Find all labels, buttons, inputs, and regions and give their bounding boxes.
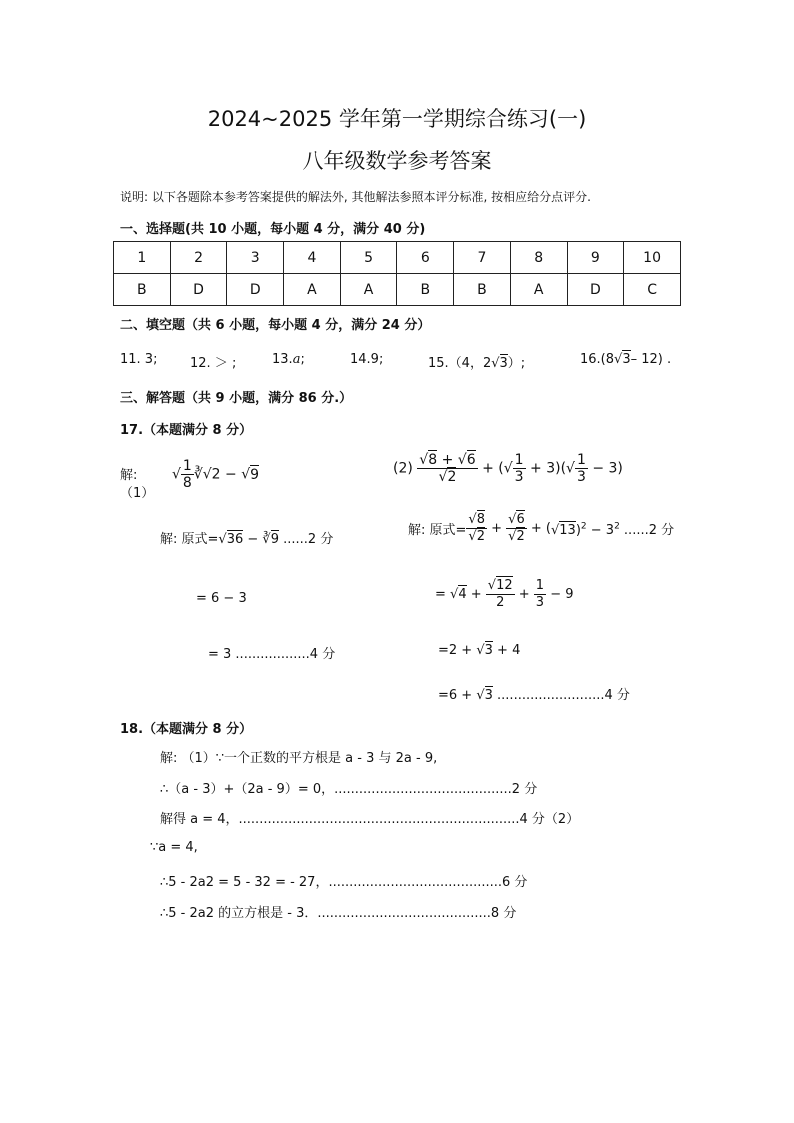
section3-heading: 三、解答题（共 9 小题，满分 86 分.） <box>120 391 353 406</box>
answer-cell: A <box>340 274 397 306</box>
answer-cell: B <box>454 274 511 306</box>
q17-p2-plus: + ( <box>477 460 504 477</box>
q17-part2-step2: = √4 + $\frac{√12}{2}$ + $\frac{1}{3}$ − 9 <box>435 578 574 610</box>
q18-heading: 18.（本题满分 8 分） <box>120 722 253 737</box>
q17-p2-label: (2) <box>393 460 413 477</box>
title-line-1: 2024~2025 学年第一学期综合练习(一) <box>207 107 587 131</box>
q17-p1-radicand-9: 9 <box>250 466 260 483</box>
q17-p2-s2-pre: = <box>435 587 451 602</box>
q17-p2-s2-f2-num: 1 <box>535 578 545 593</box>
answer-cell: D <box>567 274 624 306</box>
q17-p2-num-r6: 6 <box>466 452 476 468</box>
q17-p2-s2-f-num: 12 <box>496 578 513 593</box>
title-line-2: 八年级数学参考答案 <box>302 149 492 173</box>
q17-p1-s1-mid: − <box>243 532 263 547</box>
q17-p2-p3: + 3)( <box>525 460 567 477</box>
question-number-cell: 6 <box>397 242 454 274</box>
q17-p2-s1-f2-num: 6 <box>516 512 525 527</box>
q17-p2-s1-f2-den: 2 <box>516 529 525 544</box>
q17-p2-s2-plus: + <box>466 587 486 602</box>
q17-part1-step2: = 6 − 3 <box>196 591 247 606</box>
q17-part1-step3: = 3 ..................4 分 <box>208 647 336 662</box>
answer-12: 12. ＞ ; <box>190 356 237 371</box>
q17-part2-expression: (2) $\frac{√8 + √6}{√2}$ + (√ $\frac{1}{3}$ + 3)(√ $\frac{1}{3}$ − 3) <box>393 452 623 485</box>
answer-15-radicand: 3 <box>499 356 508 371</box>
q18-line-1: 解: （1）∵一个正数的平方根是 a - 3 与 2a - 9, <box>160 751 438 766</box>
question-number-cell: 1 <box>114 242 171 274</box>
q17-p2-s1-close: ) <box>575 523 581 538</box>
question-number-cell: 8 <box>510 242 567 274</box>
answer-13-label: 13. <box>272 352 293 367</box>
q17-p2-s2-r4: 4 <box>458 587 467 602</box>
answer-13 <box>272 352 305 367</box>
answer-cell: A <box>510 274 567 306</box>
answer-16-post: – 12) . <box>630 352 672 367</box>
question-number-cell: 4 <box>284 242 341 274</box>
answer-16-pre: 16.(8 <box>580 352 615 367</box>
q17-p2-s3-post: + 4 <box>492 643 521 658</box>
q17-p2-s1-mid: + ( <box>526 521 551 536</box>
q17-p2-s1-score: ......2 分 <box>619 523 675 538</box>
q17-part1-step1: 解: 原式=√36 − ∛9 ......2 分 <box>160 532 334 547</box>
q17-p2-s3-r3: 3 <box>484 643 493 658</box>
q18-line-6: ∴5 - 2a2 的立方根是 - 3．..........................................8 分 <box>160 906 517 921</box>
q17-p2-num-plus: + <box>437 452 458 468</box>
q18-line-3: 解得 a = 4，....................................................................4 分（2） <box>160 812 580 827</box>
q17-heading: 17.（本题满分 8 分） <box>120 423 253 438</box>
answer-13-var: a <box>292 352 301 367</box>
q17-p2-s1-f1-den: 2 <box>476 529 485 544</box>
answer-16-radicand: 3 <box>622 352 631 367</box>
answer-15: 15.（4，2√3）; <box>428 356 526 371</box>
answer-11: 11. 3; <box>120 352 158 367</box>
answer-cell: B <box>114 274 171 306</box>
question-number-cell: 2 <box>170 242 227 274</box>
q17-p1-mid: √2 − <box>202 466 242 483</box>
answer-table <box>113 241 681 306</box>
q17-p1-s1-r9: 9 <box>270 532 279 547</box>
question-number-cell: 5 <box>340 242 397 274</box>
q17-p2-s1-f1-num: 8 <box>476 512 485 527</box>
q18-line-5: ∴5 - 2a2 = 5 - 32 = - 27，..........................................6 分 <box>160 875 528 890</box>
q17-p2-s1-sup1: 2 <box>580 521 587 532</box>
q17-p2-s2-plus2: + <box>514 587 534 602</box>
q17-part2-step1: 解: 原式= $\frac{√8}{√2}$ + $\frac{√6}{√2}$ + $(√13)^2 - 3^2$ ......2 分 <box>408 512 675 544</box>
answer-16: 16.(8√3– 12) . <box>580 352 672 367</box>
q17-p2-den-r2: 2 <box>447 469 457 485</box>
q17-p2-s1-minus3: − 3 <box>586 523 615 538</box>
q17-p1-frac-den: 8 <box>182 475 192 491</box>
q17-p2-s2-f2-den: 3 <box>535 595 545 610</box>
q17-p2-s4-r3: 3 <box>484 688 493 703</box>
answer-table-answers-row <box>114 274 681 306</box>
answer-15-post: ）; <box>507 356 526 371</box>
scoring-note: 说明: 以下各题除本参考答案提供的解法外, 其他解法参照本评分标准, 按相应给分点评分. <box>120 190 591 204</box>
question-number-cell: 7 <box>454 242 511 274</box>
answer-14: 14.9; <box>350 352 384 367</box>
q17-p1-s1-score: ......2 分 <box>279 532 334 547</box>
q17-p2-s2-f-den: 2 <box>496 595 505 610</box>
q17-p2-a-den: 3 <box>514 469 524 485</box>
q17-p2-a-num: 1 <box>514 452 524 468</box>
q18-line-2: ∴（a - 3）+（2a - 9）= 0，...........................................2 分 <box>160 782 538 797</box>
answer-cell: B <box>397 274 454 306</box>
q17-part1-expression: √ $\frac{1}{8}$ ∛√2 − √9 <box>172 458 260 491</box>
q17-p1-frac-num: 1 <box>182 458 192 474</box>
q17-p2-s3-pre: =2 + <box>438 643 477 658</box>
q17-p1-s1-pre: 解: 原式= <box>160 532 219 547</box>
q17-p2-s1-pre: 解: 原式= <box>408 523 467 538</box>
q17-part1-label: （1） <box>120 486 155 501</box>
q17-p2-b-den: 3 <box>576 469 586 485</box>
q17-p2-num-r8: 8 <box>428 452 438 468</box>
question-number-cell: 10 <box>624 242 681 274</box>
q17-p2-b-num: 1 <box>576 452 586 468</box>
q17-p2-s1-sup2: 2 <box>614 521 620 532</box>
q17-p2-m3: − 3) <box>587 460 623 477</box>
answer-cell: D <box>227 274 284 306</box>
answer-cell: A <box>284 274 341 306</box>
q17-part2-step3: =2 + √3 + 4 <box>438 643 521 658</box>
answer-15-pre: 15.（4，2 <box>428 356 492 371</box>
answer-13-sep: ; <box>300 352 305 367</box>
q17-p2-s4-post: ..........................4 分 <box>492 688 630 703</box>
q17-p2-s2-post: − 9 <box>546 587 574 602</box>
q17-p2-s1-r13: 13 <box>559 523 576 538</box>
answer-table-numbers-row <box>114 242 681 274</box>
q17-p1-s1-r36: 36 <box>226 532 244 547</box>
question-number-cell: 9 <box>567 242 624 274</box>
q17-part2-step4: =6 + √3 ..........................4 分 <box>438 688 630 703</box>
q17-p2-s4-pre: =6 + <box>438 688 477 703</box>
q18-line-4: ∵a = 4, <box>150 840 198 855</box>
answer-cell: C <box>624 274 681 306</box>
answer-cell: D <box>170 274 227 306</box>
section1-heading: 一、选择题(共 10 小题，每小题 4 分，满分 40 分) <box>120 222 426 237</box>
q17-jie: 解: <box>120 468 138 483</box>
section2-heading: 二、填空题（共 6 小题，每小题 4 分，满分 24 分） <box>120 318 431 333</box>
question-number-cell: 3 <box>227 242 284 274</box>
